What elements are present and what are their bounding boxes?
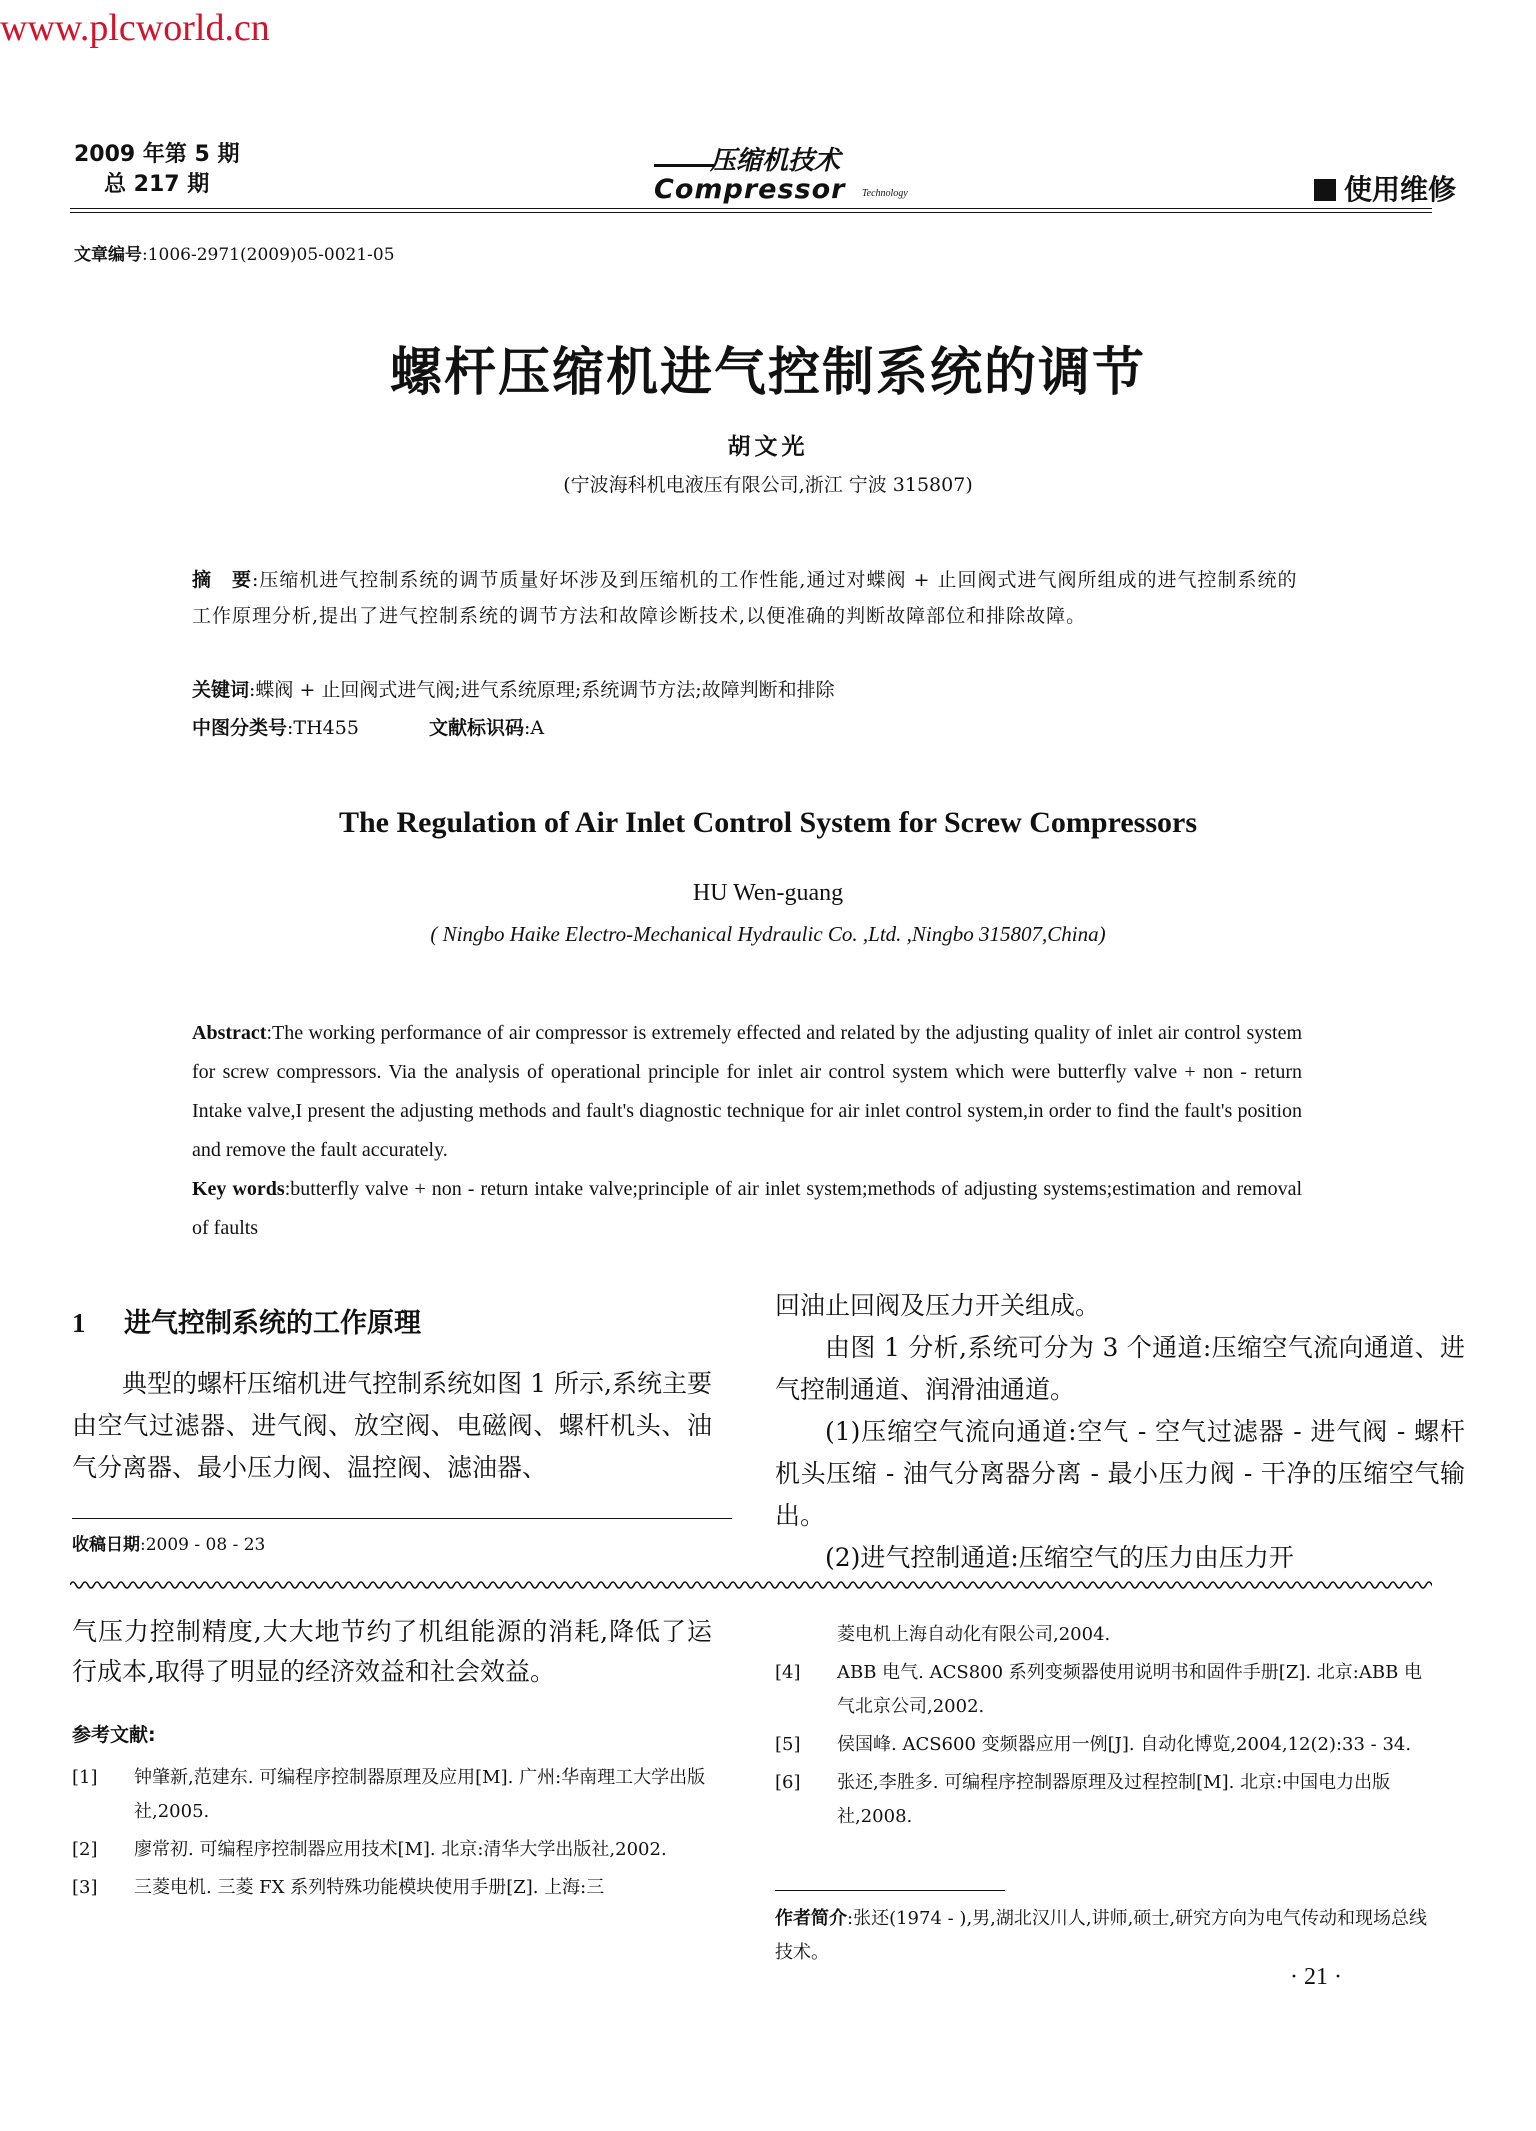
en-abstract-label: Abstract bbox=[192, 1022, 267, 1044]
english-title: The Regulation of Air Inlet Control System for Screw Compressors bbox=[338, 806, 1198, 839]
received-label: 收稿日期 bbox=[72, 1535, 140, 1555]
section-paragraph: 典型的螺杆压缩机进气控制系统如图 1 所示,系统主要由空气过滤器、进气阀、放空阀、电磁阀、螺杆机头、油气分离器、最小压力阀、温控阀、滤油器、 bbox=[72, 1369, 712, 1482]
footnote-rule bbox=[72, 1518, 732, 1519]
abstract-text: :压缩机进气控制系统的调节质量好坏涉及到压缩机的工作性能,通过对蝶阀 + 止回阀式进气阀所组成的进气控制系统的工作原理分析,提出了进气控制系统的调节方法和故障诊断技术,以便准确的判断故障部位和排除故障。 bbox=[192, 569, 1298, 627]
right-paragraph-3: (1)压缩空气流向通道:空气 - 空气过滤器 - 进气阀 - 螺杆机头压缩 - 油气分离器分离 - 最小压力阀 - 干净的压缩空气输出。 bbox=[775, 1417, 1465, 1530]
doc-value: :A bbox=[523, 717, 545, 739]
article-no-value: :1006-2971(2009)05-0021-05 bbox=[142, 245, 395, 265]
logo-cn: 压缩机技术 bbox=[710, 146, 841, 176]
right-column bbox=[775, 1285, 1465, 1579]
abstract-label: 摘 要 bbox=[192, 569, 253, 591]
section-number: 1 bbox=[72, 1308, 86, 1338]
author-note-label: 作者简介 bbox=[775, 1908, 847, 1929]
header-rule-2 bbox=[70, 212, 1432, 213]
lower-left-column bbox=[72, 1612, 712, 1909]
section-tag bbox=[1314, 168, 1456, 208]
author-note-text: :张还(1974 - ),男,湖北汉川人,讲师,硕士,研究方向为电气传动和现场总线技术。 bbox=[775, 1908, 1428, 1963]
conclusion-text: 气压力控制精度,大大地节约了机组能源的消耗,降低了运行成本,取得了明显的经济效益和社会效益。 bbox=[72, 1617, 712, 1686]
header-rule bbox=[70, 208, 1432, 209]
section-label: 使用维修 bbox=[1343, 173, 1456, 206]
left-column bbox=[72, 1302, 712, 1489]
right-paragraph-2: 由图 1 分析,系统可分为 3 个通道:压缩空气流向通道、进气控制通道、润滑油通道。 bbox=[775, 1333, 1465, 1404]
page-break-wavy-line bbox=[70, 1578, 1432, 1592]
reference-item: [4] ABB 电气. ACS800 系列变频器使用说明书和固件手册[Z]. 北京:ABB 电气北京公司,2002. bbox=[775, 1662, 1423, 1717]
logo-rule bbox=[654, 164, 714, 167]
received-value: :2009 - 08 - 23 bbox=[140, 1535, 266, 1555]
reference-continuation: 菱电机上海自动化有限公司,2004. bbox=[837, 1624, 1111, 1645]
author-note-rule bbox=[775, 1890, 1005, 1891]
classification-line bbox=[192, 710, 1302, 746]
doc-label: 文献标识码 bbox=[428, 717, 524, 739]
author-note bbox=[775, 1902, 1435, 1970]
english-author: HU Wen-guang bbox=[692, 880, 844, 906]
class-label: 中图分类号 bbox=[192, 717, 288, 739]
reference-item: [2] 廖常初. 可编程序控制器应用技术[M]. 北京:清华大学出版社,2002. bbox=[72, 1839, 667, 1860]
english-keywords bbox=[192, 1170, 1302, 1248]
en-abstract-text: :The working performance of air compressor is extremely effected and related by the adjusting quality of inlet air control system for screw compressors. Via the analysis of operational principle for inlet air control system which were butterfly valve + non - return Intake valve,I present the adjusting methods and fault's diagnostic technique for air inlet control system,in order to find the fault's position and remove the fault accurately. bbox=[192, 1022, 1302, 1161]
chinese-keywords bbox=[192, 672, 1302, 708]
lower-right-column bbox=[775, 1618, 1435, 1838]
received-date bbox=[72, 1530, 265, 1555]
watermark-url[interactable]: www.plcworld.cn bbox=[0, 7, 270, 49]
reference-item: [1] 钟肇新,范建东. 可编程序控制器原理及应用[M]. 广州:华南理工大学出版社,2005. bbox=[72, 1767, 706, 1822]
right-paragraph-4: (2)进气控制通道:压缩空气的压力由压力开 bbox=[825, 1543, 1294, 1572]
square-bullet-icon bbox=[1314, 179, 1336, 201]
en-keywords-label: Key words bbox=[192, 1178, 285, 1200]
keywords-text: :蝶阀 + 止回阀式进气阀;进气系统原理;系统调节方法;故障判断和排除 bbox=[249, 679, 835, 701]
article-no-label: 文章编号 bbox=[74, 245, 142, 265]
reference-item: [5] 侯国峰. ACS600 变频器应用一例[J]. 自动化博览,2004,12(2):33 - 34. bbox=[775, 1734, 1412, 1755]
reference-item: [3] 三菱电机. 三菱 FX 系列特殊功能模块使用手册[Z]. 上海:三 bbox=[72, 1877, 605, 1898]
class-value: :TH455 bbox=[287, 717, 359, 739]
chinese-abstract bbox=[192, 562, 1302, 634]
references-heading: 参考文献: bbox=[72, 1724, 156, 1746]
references-list-left bbox=[72, 1761, 712, 1905]
en-keywords-text: :butterfly valve + non - return intake valve;principle of air inlet system;methods of adjusting systems;estimation and removal of faults bbox=[192, 1178, 1302, 1239]
issue-total: 总 217 期 bbox=[104, 172, 210, 197]
page-number: · 21 · bbox=[1290, 1964, 1342, 1990]
article-number bbox=[74, 240, 395, 265]
keywords-label: 关键词 bbox=[192, 679, 250, 701]
section-title: 进气控制系统的工作原理 bbox=[124, 1308, 421, 1339]
reference-item: [6] 张还,李胜多. 可编程序控制器原理及过程控制[M]. 北京:中国电力出版社,2008. bbox=[775, 1772, 1391, 1827]
chinese-affiliation: (宁波海科机电液压有限公司,浙江 宁波 315807) bbox=[563, 474, 973, 496]
journal-logo bbox=[652, 140, 908, 214]
section-heading bbox=[72, 1302, 712, 1345]
right-line-1: 回油止回阀及压力开关组成。 bbox=[775, 1291, 1101, 1320]
logo-tech: Technology bbox=[862, 188, 908, 199]
logo-en: Compressor bbox=[654, 174, 846, 205]
english-affiliation: ( Ningbo Haike Electro-Mechanical Hydraulic Co. ,Ltd. ,Ningbo 315807,China) bbox=[430, 922, 1106, 946]
chinese-author: 胡文光 bbox=[727, 433, 809, 460]
issue-info bbox=[74, 140, 240, 200]
chinese-title: 螺杆压缩机进气控制系统的调节 bbox=[389, 343, 1146, 403]
issue-year: 2009 年第 5 期 bbox=[74, 142, 240, 167]
english-abstract bbox=[192, 1014, 1302, 1170]
